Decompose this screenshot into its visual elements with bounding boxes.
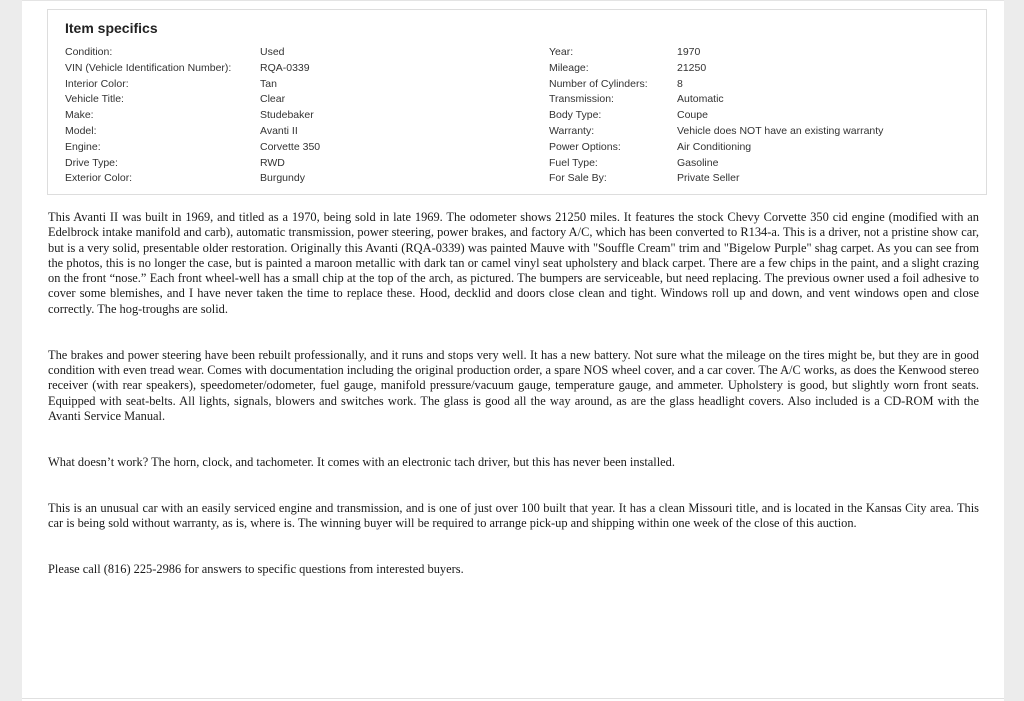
spec-value: Private Seller <box>677 172 740 185</box>
paragraph-spacer <box>48 531 979 546</box>
spec-row-year <box>549 45 979 61</box>
spec-row-engine <box>65 140 505 156</box>
description-paragraph-history: This Avanti II was built in 1969, and titled as a 1970, being sold in late 1969. The odometer shows 21250 miles. It features the stock Chevy Corvette 350 cid engine (modified with an Edelbrock intake manifold and carb), automatic transmission, power steering, power brakes, and factory A/C, which has been converted to R134-a. This is a driver, not a pristine show car, but is a very solid, presentable older restoration. Originally this Avanti (RQA-0339) was painted Mauve with "Souffle Cream" trim and "Bigelow Purple" shag carpet. As you can see from the photos, this is no longer the case, but is painted a maroon metallic with dark tan or camel vinyl seat upholstery and black carpet. There are a few chips in the paint, and a slight crazing on the front “nose.” Each front wheel-well has a small chip at the top of the arch, as pictured. The bumpers are serviceable, but need replacing. The previous owner used a foil adhesive to cover some blemishes, and I have never taken the time to replace these. Hood, decklid and doors close clean and tight. Windows roll up and down, and vent windows open and close correctly. The hog-troughs are solid. <box>48 210 979 316</box>
paragraph-spacer <box>48 424 979 439</box>
item-specifics-left-column <box>65 45 505 187</box>
spec-value: RWD <box>260 156 285 169</box>
spec-value: Corvette 350 <box>260 140 321 153</box>
paragraph-spacer <box>48 439 979 454</box>
spec-label: VIN (Vehicle Identification Number): <box>65 61 232 74</box>
spec-label: Make: <box>65 109 94 122</box>
spec-row-vehicle-title <box>65 92 505 108</box>
spec-value: Tan <box>260 77 277 90</box>
spec-label: Warranty: <box>549 124 595 137</box>
spec-label: Mileage: <box>549 61 589 74</box>
spec-label: Fuel Type: <box>549 156 598 169</box>
spec-row-warranty <box>549 124 979 140</box>
spec-label: For Sale By: <box>549 172 607 185</box>
spec-row-drive-type <box>65 156 505 172</box>
spec-row-make <box>65 108 505 124</box>
spec-label: Number of Cylinders: <box>549 77 648 90</box>
spec-label: Transmission: <box>549 93 614 106</box>
spec-value: Studebaker <box>260 109 314 122</box>
spec-row-for-sale-by <box>549 171 979 187</box>
spec-label: Exterior Color: <box>65 172 133 185</box>
item-specifics-right-column <box>549 45 979 187</box>
spec-label: Engine: <box>65 140 101 153</box>
paragraph-spacer <box>48 470 979 485</box>
spec-label: Interior Color: <box>65 77 129 90</box>
description-paragraph-sale-terms: This is an unusual car with an easily serviced engine and transmission, and is one of just over 100 built that year. It has a clean Missouri title, and is located in the Kansas City area. This car is being sold without warranty, as is, where is. The winning buyer will be required to arrange pick-up and shipping within one week of the close of this auction. <box>48 500 979 530</box>
item-specifics-title: Item specifics <box>65 20 158 36</box>
spec-row-condition <box>65 45 505 61</box>
spec-row-transmission <box>549 92 979 108</box>
item-description <box>48 210 979 577</box>
spec-label: Vehicle Title: <box>65 93 124 106</box>
spec-value: 21250 <box>677 61 707 74</box>
paragraph-spacer <box>48 485 979 500</box>
paragraph-spacer <box>48 332 979 347</box>
listing-page <box>22 0 1004 701</box>
spec-value: Used <box>260 46 285 58</box>
spec-row-mileage <box>549 61 979 77</box>
spec-label: Body Type: <box>549 109 602 122</box>
description-paragraph-condition: The brakes and power steering have been rebuilt professionally, and it runs and stops very well. It has a new battery. Not sure what the mileage on the tires might be, but they are in good condition with even tread wear. Comes with documentation including the original production order, a spare NOS wheel cover, and a car cover. The A/C works, as does the Kenwood stereo receiver (with rear speakers), speedometer/odometer, fuel gauge, manifold pressure/vacuum gauge, temperature gauge, and ammeter. Upholstery is good, but slightly worn front seats. Equipped with seat-belts. All lights, signals, blowers and switches work. The glass is good all the way around, as are the glass headlight covers. Also included is a CD-ROM with the Avanti Service Manual. <box>48 347 979 423</box>
spec-value: Gasoline <box>677 156 719 169</box>
spec-label: Drive Type: <box>65 156 118 169</box>
spec-row-body-type <box>549 108 979 124</box>
description-paragraph-contact: Please call (816) 225-2986 for answers to specific questions from interested buyers. <box>48 561 464 576</box>
spec-row-cylinders <box>549 77 979 93</box>
spec-row-fuel-type <box>549 156 979 172</box>
item-specifics-panel <box>47 9 987 195</box>
spec-label: Year: <box>549 46 574 58</box>
spec-value: RQA-0339 <box>260 61 310 74</box>
spec-label: Model: <box>65 124 97 137</box>
spec-value: Automatic <box>677 93 724 106</box>
spec-row-interior-color <box>65 77 505 93</box>
spec-value: Burgundy <box>260 172 305 185</box>
paragraph-spacer <box>48 317 979 332</box>
spec-row-power-options <box>549 140 979 156</box>
spec-row-model <box>65 124 505 140</box>
spec-value: 8 <box>677 77 683 90</box>
description-paragraph-issues: What doesn’t work? The horn, clock, and tachometer. It comes with an electronic tach driver, but this has never been installed. <box>48 454 675 469</box>
spec-value: 1970 <box>677 46 701 58</box>
spec-value: Air Conditioning <box>677 140 752 153</box>
bottom-divider <box>22 698 1004 699</box>
spec-label: Power Options: <box>549 140 621 153</box>
spec-value: Clear <box>260 93 286 106</box>
spec-value: Vehicle does NOT have an existing warranty <box>677 124 884 137</box>
spec-value: Avanti II <box>260 124 298 137</box>
paragraph-spacer <box>48 547 979 562</box>
spec-row-exterior-color <box>65 171 505 187</box>
spec-value: Coupe <box>677 109 708 122</box>
spec-row-vin <box>65 61 505 77</box>
top-divider <box>22 0 1004 1</box>
spec-label: Condition: <box>65 46 113 58</box>
